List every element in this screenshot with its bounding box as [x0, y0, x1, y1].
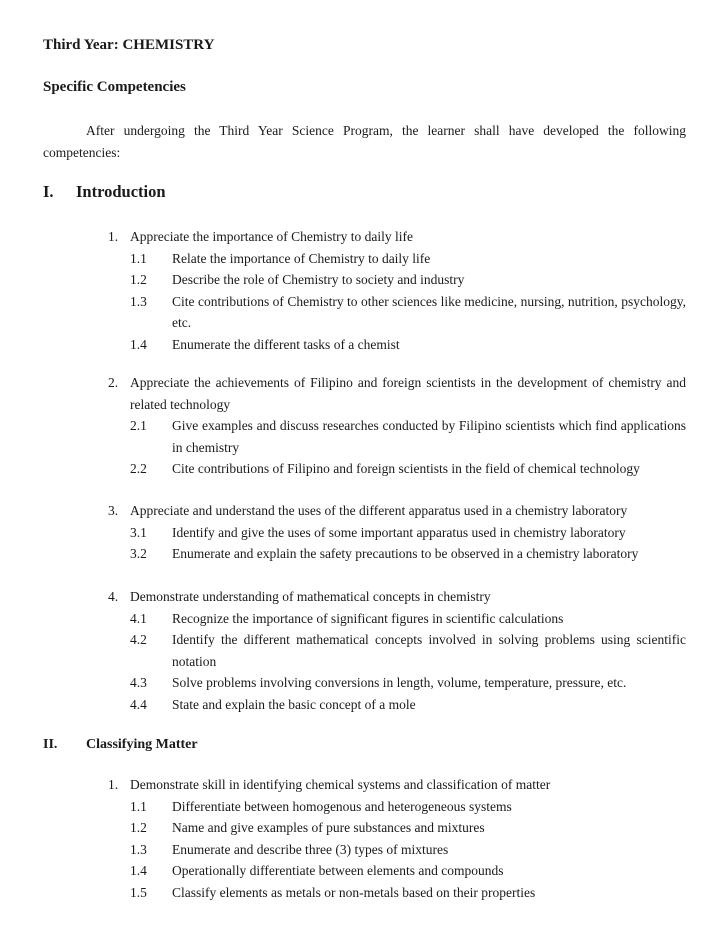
sub-competency-item — [130, 334, 686, 356]
competency-block — [108, 774, 686, 903]
sub-competency-number: 2.2 — [130, 461, 147, 476]
sub-competency-item — [130, 415, 686, 458]
sub-competency-text: Enumerate and explain the safety precautions to be observed in a chemistry laboratory — [172, 546, 639, 561]
sub-competency-item — [130, 882, 686, 904]
competency-item — [108, 226, 686, 248]
sub-competency-text: Identify the different mathematical concepts involved in solving problems using scientific notation — [172, 632, 686, 669]
competency-text: Appreciate the importance of Chemistry to daily life — [130, 229, 414, 244]
competency-number: 4. — [108, 589, 119, 604]
competency-item — [108, 372, 686, 415]
sub-competency-number: 1.3 — [130, 841, 147, 857]
sub-competency-text: Identify and give the uses of some important apparatus used in chemistry laboratory — [172, 524, 626, 540]
competency-item — [108, 586, 686, 608]
sub-competency-text: Cite contributions of Chemistry to other sciences like medicine, nursing, nutrition, psychology, etc. — [172, 293, 686, 330]
sub-competency-text: Cite contributions of Filipino and foreign scientists in the field of chemical technology — [172, 461, 640, 476]
sub-competency-number: 1.5 — [130, 884, 147, 900]
sub-competency-number: 1.2 — [130, 272, 147, 287]
sub-competency-item — [130, 817, 686, 839]
sub-competency-item — [130, 291, 686, 334]
sub-competency-text: Give examples and discuss researches conducted by Filipino scientists which find applications in chemistry — [172, 418, 686, 455]
sub-competency-number: 1.4 — [130, 863, 147, 878]
competency-number: 1. — [108, 229, 119, 244]
sub-competency-text: Solve problems involving conversions in length, volume, temperature, pressure, etc. — [172, 675, 627, 690]
sub-competency-item — [130, 458, 686, 480]
sub-competency-number: 1.3 — [130, 293, 147, 309]
sub-competency-number: 2.1 — [130, 418, 147, 433]
competency-block — [108, 500, 686, 565]
competency-block — [108, 586, 686, 715]
competency-text: Appreciate and understand the uses of the different apparatus used in a chemistry laboratory — [130, 503, 628, 518]
sub-competency-item — [130, 522, 686, 544]
competency-text: Demonstrate skill in identifying chemical systems and classification of matter — [130, 777, 551, 792]
sub-competency-text: Differentiate between homogenous and heterogeneous systems — [172, 798, 512, 814]
competency-number: 3. — [108, 503, 119, 518]
sub-competency-text: Name and give examples of pure substances and mixtures — [172, 820, 485, 835]
sub-competency-text: Enumerate and describe three (3) types of mixtures — [172, 841, 449, 857]
sub-competency-number: 3.1 — [130, 524, 147, 540]
sub-competency-number: 3.2 — [130, 546, 147, 561]
sub-competency-number: 4.3 — [130, 675, 147, 690]
sub-competency-text: Describe the role of Chemistry to society and industry — [172, 272, 465, 287]
sub-competency-number: 1.1 — [130, 250, 147, 266]
competency-item — [108, 500, 686, 522]
sub-competency-text: Recognize the importance of significant figures in scientific calculations — [172, 610, 564, 626]
competency-text: Demonstrate understanding of mathematical concepts in chemistry — [130, 589, 491, 604]
intro-paragraph: After undergoing the Third Year Science Program, the learner shall have developed the following competencies: — [43, 123, 686, 160]
document-title: Third Year: CHEMISTRY — [43, 37, 215, 53]
sub-competency-number: 1.1 — [130, 798, 147, 814]
sub-competency-number: 1.2 — [130, 820, 147, 835]
sub-competency-text: Operationally differentiate between elements and compounds — [172, 863, 504, 878]
section-title: Introduction — [76, 182, 166, 201]
sub-competency-item — [130, 248, 686, 270]
sub-competency-number: 1.4 — [130, 336, 147, 352]
sub-competency-item — [130, 608, 686, 630]
sub-competency-number: 4.2 — [130, 632, 147, 647]
sub-competency-text: Relate the importance of Chemistry to daily life — [172, 250, 431, 266]
competency-block — [108, 372, 686, 480]
sub-competency-item — [130, 694, 686, 716]
competency-number: 2. — [108, 375, 119, 390]
sub-competency-item — [130, 543, 686, 565]
sub-competency-item — [130, 860, 686, 882]
sub-competency-number: 4.1 — [130, 610, 147, 626]
sub-competency-item — [130, 796, 686, 818]
sub-competency-item — [130, 629, 686, 672]
section-number: I. — [43, 182, 54, 201]
sub-competency-item — [130, 269, 686, 291]
sub-competency-number: 4.4 — [130, 696, 147, 712]
sub-competency-text: Classify elements as metals or non-metals based on their properties — [172, 884, 536, 900]
sub-competency-item — [130, 672, 686, 694]
competency-number: 1. — [108, 777, 119, 792]
competency-block — [108, 226, 686, 355]
document-subtitle: Specific Competencies — [43, 79, 186, 95]
competency-item — [108, 774, 686, 796]
sub-competency-text: Enumerate the different tasks of a chemist — [172, 336, 400, 352]
sub-competency-item — [130, 839, 686, 861]
section-number: II. — [43, 737, 58, 752]
sub-competency-text: State and explain the basic concept of a mole — [172, 696, 416, 712]
competency-text: Appreciate the achievements of Filipino and foreign scientists in the development of chemistry and related technology — [130, 375, 686, 412]
section-title: Classifying Matter — [86, 737, 198, 752]
